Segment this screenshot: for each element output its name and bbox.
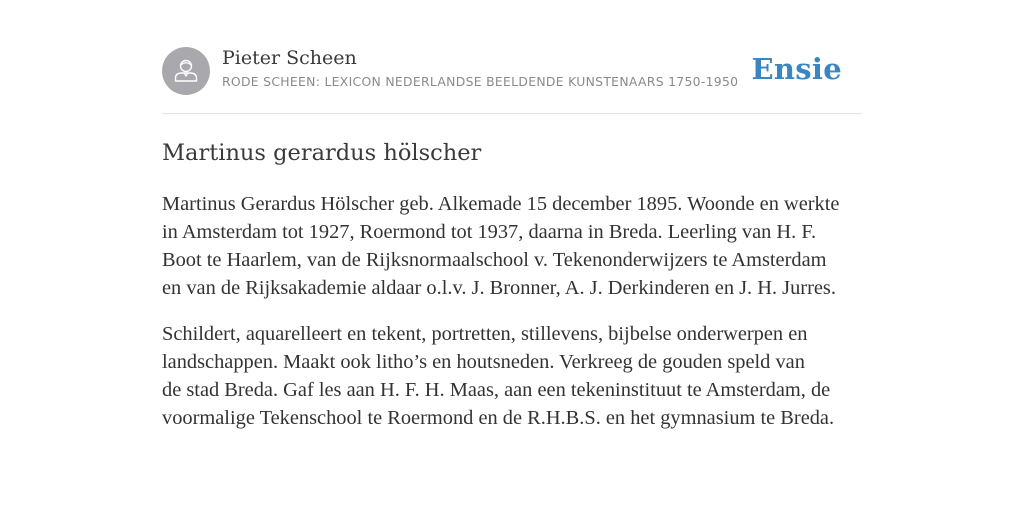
text-line: landschappen. Maakt ook litho’s en houtsneden. Verkreeg de gouden speld van [162, 351, 805, 373]
user-icon-glyph [162, 47, 210, 95]
entry-title: Martinus gerardus hölscher [162, 140, 482, 166]
entry-card [162, 0, 862, 512]
text-line: Boot te Haarlem, van de Rijksnormaalschool v. Tekenonderwijzers te Amsterdam [162, 249, 827, 271]
text-line: Schildert, aquarelleert en tekent, portretten, stillevens, bijbelse onderwerpen en [162, 323, 808, 345]
text-line: in Amsterdam tot 1927, Roermond tot 1937, daarna in Breda. Leerling van H. F. [162, 221, 817, 243]
source-name[interactable]: RODE SCHEEN: LEXICON NEDERLANDSE BEELDENDE KUNSTENAARS 1750-1950 [222, 74, 739, 89]
paragraph [162, 190, 862, 302]
text-line: en van de Rijksakademie aldaar o.l.v. J. Bronner, A. J. Derkinderen en J. H. Jurres. [162, 277, 836, 299]
entry-header [162, 46, 862, 96]
ensie-logo[interactable]: Ensie [751, 52, 842, 86]
user-icon[interactable] [162, 47, 210, 95]
entry-body [162, 190, 862, 450]
text-line: de stad Breda. Gaf les aan H. F. H. Maas, aan een tekeninstituut te Amsterdam, de [162, 379, 831, 401]
header-divider [162, 113, 862, 114]
author-name[interactable]: Pieter Scheen [222, 47, 357, 69]
text-line: Martinus Gerardus Hölscher geb. Alkemade 15 december 1895. Woonde en werkte [162, 193, 840, 215]
paragraph [162, 320, 862, 432]
text-line: voormalige Tekenschool te Roermond en de R.H.B.S. en het gymnasium te Breda. [162, 407, 835, 429]
